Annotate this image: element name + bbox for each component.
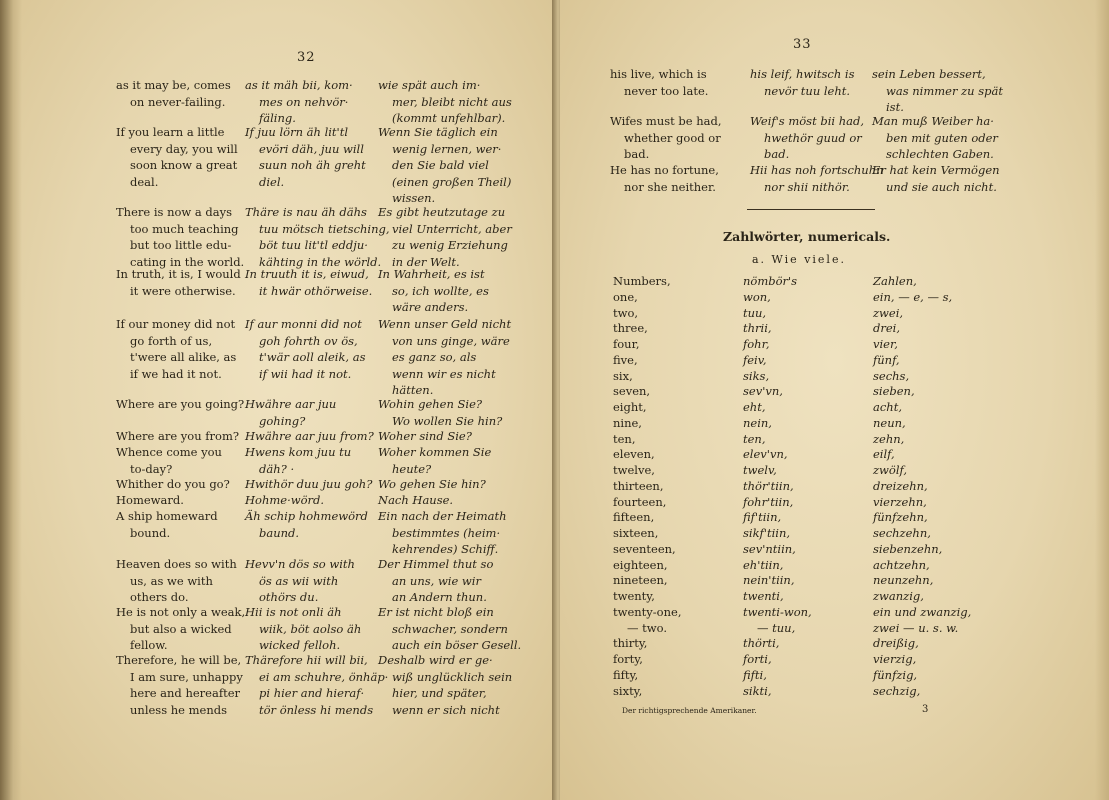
text-line: auch ein böser Gesell. — [392, 638, 522, 652]
text-line: Man muß Weiber ha· — [872, 114, 994, 128]
numeral-phonetic: — tuu, — [757, 620, 796, 635]
text-line: othörs du. — [259, 590, 319, 604]
numeral-phonetic: sikf'tiin, — [743, 526, 791, 540]
text-line: (einen großen Theil) — [392, 174, 512, 189]
numeral-german: dreizehn, — [873, 478, 928, 493]
text-line: Der Himmel thut so — [378, 557, 494, 571]
phonetic-text — [245, 396, 377, 429]
text-line: Ein nach der Heimath — [378, 509, 507, 523]
text-line: bad. — [764, 147, 790, 161]
english-text — [116, 508, 244, 541]
phonetic-text — [245, 652, 389, 718]
english-text — [116, 556, 244, 606]
numeral-german: zwanzig, — [873, 589, 924, 603]
english-text — [116, 604, 244, 654]
text-line: tör önless hi mends — [259, 702, 374, 717]
english-text — [610, 113, 750, 163]
numeral-phonetic: tuu, — [743, 305, 767, 320]
text-line: ös as wii with — [259, 573, 339, 588]
text-line: Es gibt heutzutage zu — [378, 205, 506, 219]
english-text — [116, 444, 244, 477]
numeral-german: zwei — u. s. w. — [873, 620, 959, 635]
text-line: Whither do you go? — [116, 477, 230, 491]
numeral-english: seven, — [613, 384, 651, 399]
text-line: schwacher, sondern — [392, 621, 508, 636]
text-line: but too little edu- — [130, 238, 232, 252]
text-line: evöri däh, juu will — [259, 141, 364, 156]
text-line: von uns ginge, wäre — [392, 333, 510, 348]
text-line: Thäre is nau äh dähs — [245, 205, 367, 219]
text-line: wiik, böt aolso äh — [259, 621, 362, 636]
german-text — [378, 428, 508, 445]
phonetic-text — [245, 204, 390, 270]
numeral-english: twelve, — [613, 463, 655, 477]
text-line: too much teaching — [130, 221, 239, 236]
text-line: was nimmer zu spät — [886, 83, 1003, 98]
german-text — [378, 124, 512, 207]
text-line: pi hier and hieraf· — [259, 686, 365, 700]
numeral-phonetic: fohr'tiin, — [743, 494, 794, 509]
german-text — [378, 204, 512, 270]
text-line: Hii is not onli äh — [245, 605, 342, 619]
numeral-english: fourteen, — [613, 494, 667, 509]
german-text — [872, 66, 1012, 116]
text-line: suun noh äh greht — [259, 158, 366, 172]
text-line: Wifes must be had, — [610, 114, 722, 128]
numeral-phonetic: won, — [743, 289, 771, 304]
right-page — [560, 0, 1109, 800]
subsection-title: a. Wie viele. — [752, 253, 846, 266]
numeral-german: dreißig, — [873, 636, 919, 651]
text-line: us, as we with — [130, 573, 213, 588]
text-line: Hwähre aar juu from? — [245, 429, 374, 443]
text-line: He has no fortune, — [610, 163, 719, 177]
text-line: kehrendes) Schiff. — [392, 542, 499, 556]
text-line: bad. — [624, 147, 650, 161]
numeral-phonetic: thörti, — [743, 636, 780, 651]
text-line: ist. — [886, 100, 904, 114]
text-line: wie spät auch im· — [378, 78, 481, 92]
phonetic-text — [245, 604, 377, 654]
numeral-phonetic: fif'tiin, — [743, 510, 782, 525]
text-line: Er hat kein Vermögen — [872, 163, 1000, 177]
text-line: in der Welt. — [392, 254, 460, 269]
numeral-german: achtzehn, — [873, 557, 930, 572]
text-line: baund. — [259, 525, 300, 540]
numeral-german: sechs, — [873, 368, 910, 383]
numeral-phonetic: thör'tiin, — [743, 478, 794, 493]
text-line: bound. — [130, 525, 171, 540]
english-text — [116, 428, 244, 445]
text-line: hwethör guud or — [764, 130, 862, 145]
numeral-german: Zahlen, — [873, 274, 917, 288]
numeral-german: ein und zwanzig, — [873, 604, 972, 619]
numeral-phonetic: sikti, — [743, 683, 772, 698]
text-line: He is not only a weak, — [116, 605, 246, 619]
numeral-german: vierzig, — [873, 652, 917, 666]
text-line: In Wahrheit, es ist — [378, 267, 485, 281]
text-line: ei am schuhre, önhäp· — [259, 669, 389, 684]
footer-text: Der richtigsprechende Amerikaner. — [622, 706, 757, 715]
german-text — [378, 604, 522, 654]
text-line: es ganz so, als — [392, 350, 477, 364]
section-title: Zahlwörter, numericals. — [723, 229, 891, 244]
text-line: Hevv'n dös so with — [245, 557, 355, 571]
numeral-german: zwölf, — [873, 463, 908, 477]
text-line: tuu mötsch tietsching, — [259, 221, 390, 236]
text-line: sein Leben bessert, — [872, 67, 986, 81]
text-line: his leif, hwitsch is — [750, 67, 855, 81]
text-line: den Sie bald viel — [392, 158, 489, 172]
text-line: Heaven does so with — [116, 557, 237, 571]
text-line: it were otherwise. — [130, 283, 236, 298]
text-line: Wenn unser Geld nicht — [378, 317, 512, 331]
german-text — [378, 652, 513, 718]
text-line: schlechten Gaben. — [886, 147, 994, 161]
numeral-english: eight, — [613, 400, 647, 414]
german-text — [378, 492, 508, 509]
page-number-right: 33 — [793, 37, 812, 52]
english-text — [116, 77, 244, 110]
numeral-german: sieben, — [873, 384, 915, 399]
phonetic-text — [750, 162, 884, 195]
numeral-phonetic: nein, — [743, 415, 772, 430]
german-text — [378, 396, 508, 429]
text-line: soon know a great — [130, 158, 238, 172]
english-text — [610, 162, 750, 195]
text-line: never too late. — [624, 83, 709, 98]
text-line: wenn er sich nicht — [392, 702, 500, 717]
numeral-phonetic: sev'ntiin, — [743, 541, 796, 556]
numeral-english: six, — [613, 368, 633, 383]
numeral-english: nine, — [613, 415, 642, 430]
text-line: cating in the world. — [130, 254, 245, 269]
text-line: to-day? — [130, 461, 173, 476]
numeral-english: forty, — [613, 652, 643, 666]
text-line: In truth, it is, I would — [116, 267, 241, 281]
phonetic-text — [245, 124, 377, 190]
text-line: kähting in the wörld. — [259, 254, 382, 269]
numeral-phonetic: eht, — [743, 400, 766, 414]
text-line: gohing? — [259, 413, 306, 428]
text-line: as it mäh bii, kom· — [245, 78, 353, 92]
text-line: if wii had it not. — [259, 366, 352, 381]
numeral-english: Numbers, — [613, 274, 671, 288]
numeral-english: — two. — [627, 620, 667, 635]
text-line: hätten. — [392, 383, 434, 397]
text-line: if we had it not. — [130, 366, 222, 381]
text-line: nor she neither. — [624, 179, 716, 194]
text-line: but also a wicked — [130, 621, 232, 636]
numeral-phonetic: thrii, — [743, 321, 772, 336]
english-text — [116, 492, 244, 509]
text-line: If juu lörn äh lit'tl — [245, 125, 349, 139]
text-line: wiß unglücklich sein — [392, 669, 513, 684]
page-number-left: 32 — [297, 50, 316, 65]
text-line: Wohin gehen Sie? — [378, 397, 483, 411]
text-line: t'wär aoll aleik, as — [259, 350, 366, 364]
numeral-phonetic: forti, — [743, 652, 772, 666]
text-line: so, ich wollte, es — [392, 283, 489, 298]
text-line: zu wenig Erziehung — [392, 238, 508, 252]
numeral-german: vier, — [873, 337, 898, 351]
text-line: wissen. — [392, 191, 436, 205]
numeral-english: twenty-one, — [613, 604, 682, 619]
text-line: Therefore, he will be, — [116, 653, 242, 667]
english-text — [116, 476, 244, 493]
text-line: wenig lernen, wer· — [392, 141, 502, 156]
text-line: fäling. — [259, 111, 296, 125]
text-line: ben mit guten oder — [886, 130, 998, 145]
text-line: fellow. — [130, 638, 168, 652]
text-line: If aur monni did not — [245, 317, 362, 331]
text-line: viel Unterricht, aber — [392, 221, 512, 236]
numeral-german: zwei, — [873, 305, 904, 320]
text-line: Wo wollen Sie hin? — [392, 413, 503, 428]
text-line: A ship homeward — [116, 509, 218, 523]
text-line: wäre anders. — [392, 300, 469, 314]
text-line: Where are you from? — [116, 429, 240, 443]
phonetic-text — [245, 428, 377, 445]
numeral-english: thirteen, — [613, 478, 664, 493]
text-line: unless he mends — [130, 702, 228, 717]
numeral-english: five, — [613, 352, 638, 367]
numeral-phonetic: ten, — [743, 431, 766, 446]
english-text — [116, 204, 244, 270]
phonetic-text — [750, 113, 878, 163]
numeral-english: thirty, — [613, 636, 648, 651]
numeral-german: fünf, — [873, 352, 900, 367]
text-line: Thärefore hii will bii, — [245, 653, 368, 667]
text-line: others do. — [130, 590, 189, 604]
german-text — [378, 77, 512, 127]
german-text — [378, 316, 512, 399]
text-line: Woher sind Sie? — [378, 429, 472, 443]
phonetic-text — [750, 66, 878, 99]
text-line: (kommt unfehlbar). — [392, 111, 506, 125]
numeral-phonetic: twenti, — [743, 589, 784, 603]
text-line: Wenn Sie täglich ein — [378, 125, 498, 139]
phonetic-text — [245, 444, 377, 477]
english-text — [610, 66, 750, 99]
numeral-english: four, — [613, 337, 640, 351]
numeral-german: drei, — [873, 321, 900, 336]
text-line: Hii has noh fortschuhn — [750, 163, 884, 177]
numeral-phonetic: sev'vn, — [743, 384, 783, 399]
text-line: goh fohrth ov ös, — [259, 333, 358, 348]
numeral-german: neunzehn, — [873, 573, 934, 588]
text-line: Weif's möst bii had, — [750, 114, 865, 128]
text-line: his live, which is — [610, 67, 707, 81]
german-text — [378, 508, 508, 558]
numeral-german: neun, — [873, 415, 906, 430]
text-line: If our money did not — [116, 317, 236, 331]
numeral-english: twenty, — [613, 589, 655, 603]
german-text — [378, 556, 508, 606]
text-line: t'were all alike, as — [130, 350, 237, 364]
numeral-phonetic: elev'vn, — [743, 447, 788, 462]
text-line: wenn wir es nicht — [392, 366, 496, 381]
german-text — [378, 444, 508, 477]
english-text — [116, 396, 244, 413]
text-line: an uns, wie wir — [392, 573, 481, 588]
text-line: Hwithör duu juu goh? — [245, 477, 373, 491]
numeral-english: one, — [613, 289, 638, 304]
text-line: as it may be, comes — [116, 78, 231, 92]
text-line: There is now a days — [116, 205, 233, 219]
text-line: mer, bleibt nicht aus — [392, 94, 512, 109]
phonetic-text — [245, 316, 377, 382]
text-line: wicked felloh. — [259, 638, 341, 652]
numeral-english: three, — [613, 321, 648, 336]
text-line: Hwens kom juu tu — [245, 445, 352, 459]
text-line: böt tuu lit'tl eddju· — [259, 238, 368, 252]
numeral-german: fünfzig, — [873, 667, 918, 682]
numeral-german: fünfzehn, — [873, 510, 928, 525]
numeral-german: sechzehn, — [873, 526, 931, 540]
english-text — [116, 652, 244, 718]
text-line: Hwähre aar juu — [245, 397, 337, 411]
english-text — [116, 316, 244, 382]
numeral-english: seventeen, — [613, 541, 676, 556]
numeral-german: zehn, — [873, 431, 905, 446]
text-line: an Andern thun. — [392, 590, 487, 604]
numeral-phonetic: nömbör's — [743, 274, 798, 288]
text-line: nor shii nithör. — [764, 179, 850, 194]
numeral-english: fifteen, — [613, 510, 655, 525]
phonetic-text — [245, 492, 377, 509]
text-line: und sie auch nicht. — [886, 179, 997, 194]
text-line: Äh schip hohmewörd — [245, 509, 368, 523]
numeral-english: sixteen, — [613, 526, 659, 540]
text-line: Nach Hause. — [378, 493, 454, 507]
phonetic-text — [245, 556, 377, 606]
text-line: If you learn a little — [116, 125, 225, 139]
phonetic-text — [245, 508, 377, 541]
numeral-german: vierzehn, — [873, 494, 927, 509]
numeral-phonetic: nein'tiin, — [743, 573, 795, 588]
numeral-phonetic: eh'tiin, — [743, 557, 784, 572]
numeral-german: siebenzehn, — [873, 541, 943, 556]
numeral-english: fifty, — [613, 667, 639, 682]
text-line: Hohme·wörd. — [245, 493, 325, 507]
text-line: diel. — [259, 174, 285, 189]
numeral-phonetic: twenti-won, — [743, 604, 812, 619]
text-line: hier, und später, — [392, 686, 487, 700]
numeral-german: sechzig, — [873, 683, 921, 698]
text-line: whether good or — [624, 130, 721, 145]
text-line: Where are you going? — [116, 397, 245, 411]
text-line: Homeward. — [116, 493, 184, 507]
phonetic-text — [245, 476, 377, 493]
numeral-phonetic: fohr, — [743, 337, 770, 351]
text-line: Wo gehen Sie hin? — [378, 477, 486, 491]
numeral-english: sixty, — [613, 683, 643, 698]
text-line: go forth of us, — [130, 333, 213, 348]
german-text — [378, 476, 508, 493]
text-line: In truuth it is, eiwud, — [245, 267, 369, 281]
text-line: every day, you will — [130, 141, 238, 156]
german-text — [872, 113, 1012, 163]
english-text — [116, 124, 244, 190]
numeral-german: eilf, — [873, 447, 895, 462]
text-line: bestimmtes (heim· — [392, 525, 501, 540]
section-divider — [747, 209, 875, 210]
numeral-phonetic: feiv, — [743, 352, 767, 367]
text-line: Woher kommen Sie — [378, 445, 492, 459]
numeral-german: acht, — [873, 400, 902, 414]
text-line: däh? · — [259, 461, 295, 476]
numeral-english: two, — [613, 305, 639, 320]
text-line: here and hereafter — [130, 686, 241, 700]
phonetic-text — [245, 266, 377, 299]
numeral-english: nineteen, — [613, 573, 668, 588]
german-text — [872, 162, 1012, 195]
text-line: Deshalb wird er ge· — [378, 653, 493, 667]
numeral-german: ein, — e, — s, — [873, 289, 953, 304]
text-line: deal. — [130, 174, 159, 189]
numeral-phonetic: fifti, — [743, 667, 767, 682]
text-line: I am sure, unhappy — [130, 669, 243, 684]
text-line: nevör tuu leht. — [764, 83, 851, 98]
numeral-phonetic: siks, — [743, 368, 770, 383]
text-line: it hwär othörweise. — [259, 283, 373, 298]
text-line: on never-failing. — [130, 94, 226, 109]
text-line: mes on nehvör· — [259, 94, 349, 109]
text-line: Er ist nicht bloß ein — [378, 605, 494, 619]
numeral-english: eighteen, — [613, 557, 668, 572]
numeral-english: ten, — [613, 431, 636, 446]
english-text — [116, 266, 244, 299]
numeral-phonetic: twelv, — [743, 463, 777, 477]
text-line: Whence come you — [116, 445, 222, 459]
phonetic-text — [245, 77, 377, 127]
signature-mark: 3 — [922, 704, 929, 715]
text-line: heute? — [392, 461, 432, 476]
numeral-english: eleven, — [613, 447, 655, 462]
german-text — [378, 266, 508, 316]
